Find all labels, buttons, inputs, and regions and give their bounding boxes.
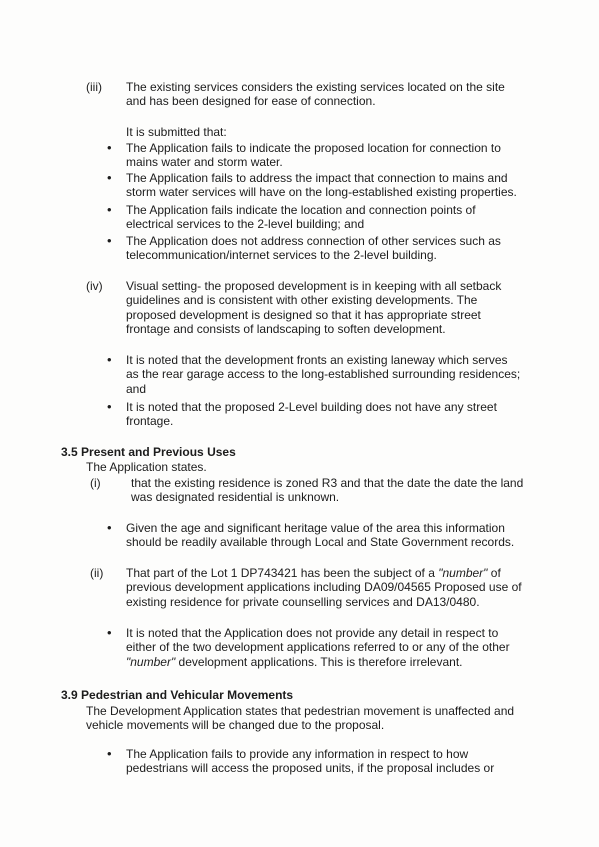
bullet-item	[126, 141, 501, 170]
text-line: frontage.	[126, 414, 174, 429]
text-line: storm water services will have on the long-established existing properties.	[126, 185, 517, 200]
item-iii-text	[126, 80, 505, 109]
text-line: either of the two development applications referred to or any of the other	[126, 640, 510, 655]
bullet-marker: •	[107, 170, 112, 185]
text-line: telecommunication/internet services to the 2-level building.	[126, 248, 437, 263]
bullet-marker: •	[107, 352, 112, 367]
text-line: electrical services to the 2-level building; and	[126, 217, 365, 232]
text-line: should be readily available through Local and State Government records.	[126, 535, 515, 550]
bullet-item	[126, 626, 510, 669]
text-line: "number" development applications. This is therefore irrelevant.	[126, 654, 463, 669]
text-line: proposed development is designed so that it has appropriate street	[126, 307, 481, 322]
bullet-marker: •	[107, 140, 112, 155]
bullet-item	[126, 234, 501, 263]
text-line: It is noted that the development fronts an existing laneway which serves	[126, 353, 508, 367]
item-number-iv: (iv)	[86, 279, 103, 293]
text-line: and has been designed for ease of connection.	[126, 94, 376, 109]
text-line: previous development applications including DA09/04565 Proposed use of	[126, 580, 522, 595]
bullet-marker: •	[107, 746, 112, 761]
text-line: frontage and consists of landscaping to soften development.	[126, 322, 446, 337]
item-ii-text	[126, 566, 522, 609]
text-line: mains water and storm water.	[126, 155, 283, 170]
item-iv-text	[126, 279, 501, 337]
text-line: and	[126, 381, 147, 396]
bullet-marker: •	[107, 233, 112, 248]
bullet-item	[126, 171, 517, 200]
section-heading-3-5: 3.5 Present and Previous Uses	[61, 445, 236, 459]
text-line: as the rear garage access to the long-established surrounding residences;	[126, 367, 521, 382]
text-line: The existing services considers the existing services located on the site	[126, 80, 505, 94]
text-line: guidelines and is consistent with other existing developments. The	[126, 293, 478, 308]
text-line: Visual setting- the proposed development is in keeping with all setback	[126, 279, 502, 293]
text-line: pedestrians will access the proposed units, if the proposal includes or	[126, 761, 495, 776]
text-line: was designated residential is unknown.	[131, 490, 340, 505]
bullet-item	[126, 521, 514, 550]
section-3-5-intro: The Application states.	[86, 460, 207, 474]
text-line: It is noted that the Application does not provide any detail in respect to	[126, 626, 499, 640]
section-heading-3-9: 3.9 Pedestrian and Vehicular Movements	[61, 688, 294, 702]
text-line: The Application fails to address the impact that connection to mains and	[126, 171, 508, 185]
text-line: The Application does not address connection of other services such as	[126, 234, 501, 248]
text-line: The Application fails to indicate the proposed location for connection to	[126, 141, 501, 155]
item-number-iii: (iii)	[86, 80, 102, 94]
text-line: existing residence for private counselling services and DA13/0480.	[126, 594, 480, 609]
submitted-text: It is submitted that:	[126, 125, 227, 139]
section-3-9-text	[86, 704, 514, 733]
text-line: vehicle movements will be changed due to the proposal.	[86, 718, 385, 733]
text-line: That part of the Lot 1 DP743421 has been the subject of a "number" of	[126, 566, 501, 580]
bullet-marker: •	[107, 625, 112, 640]
item-number-i: (i)	[90, 476, 101, 490]
text-line: It is noted that the proposed 2-Level building does not have any street	[126, 400, 497, 414]
item-i-text	[131, 476, 523, 505]
bullet-item	[126, 203, 476, 232]
text-line: The Application fails indicate the location and connection points of	[126, 203, 476, 217]
bullet-marker: •	[107, 202, 112, 217]
bullet-item	[126, 747, 494, 776]
text-line: The Development Application states that pedestrian movement is unaffected and	[86, 704, 515, 718]
bullet-marker: •	[107, 520, 112, 535]
bullet-item	[126, 400, 497, 429]
bullet-item	[126, 353, 520, 396]
text-line: Given the age and significant heritage value of the area this information	[126, 521, 505, 535]
bullet-marker: •	[107, 399, 112, 414]
text-line: that the existing residence is zoned R3 and that the date the date the land	[131, 476, 524, 490]
text-line: The Application fails to provide any information in respect to how	[126, 747, 469, 761]
item-number-ii: (ii)	[90, 566, 104, 580]
